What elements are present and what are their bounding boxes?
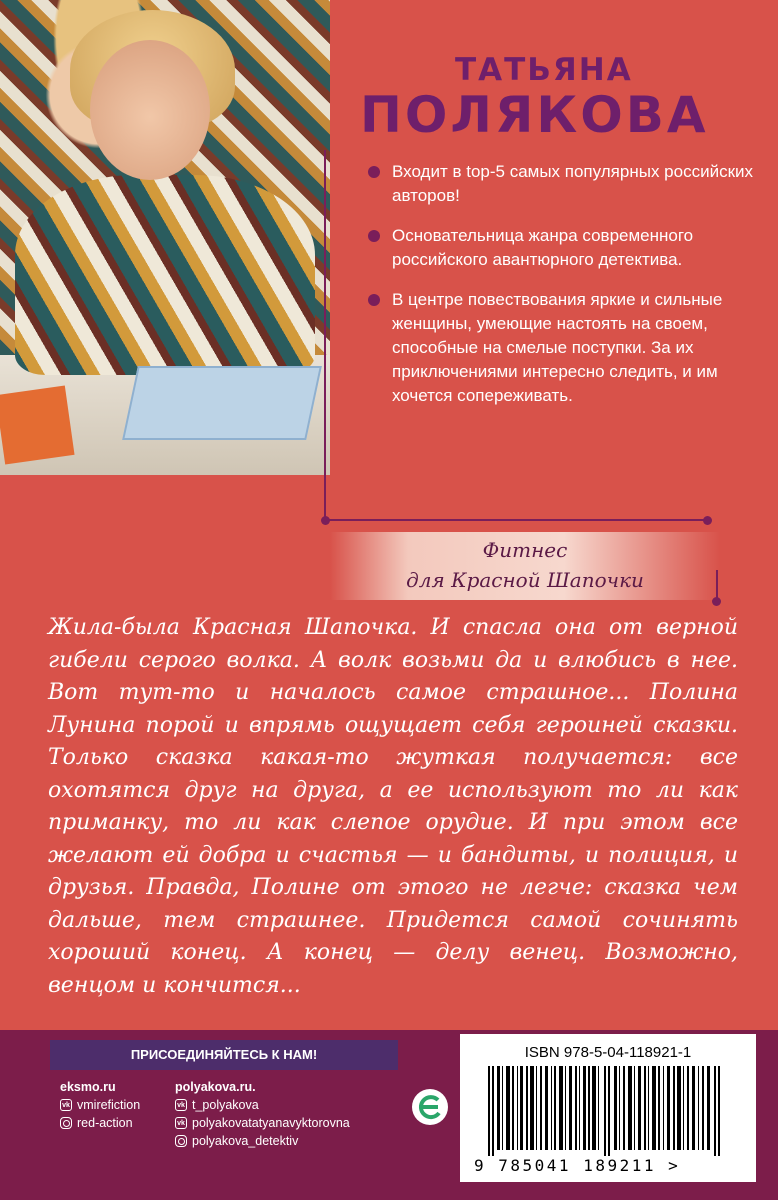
author-photo [0,0,330,475]
bullet-item [368,288,768,408]
banner-end-dot [712,597,721,606]
author-face [90,40,210,180]
vk-link[interactable] [175,1098,350,1112]
instagram-icon [175,1135,187,1147]
vk-icon: vk [175,1099,187,1111]
author-first-name: ТАТЬЯНА [455,52,633,88]
vk-link[interactable] [60,1098,140,1112]
selling-points [368,160,768,424]
bullet-dot-icon [368,230,380,242]
publisher-logo-icon [410,1083,450,1131]
instagram-handle: red-action [77,1116,133,1130]
vk-icon: vk [60,1099,72,1111]
barcode-bars [488,1066,728,1156]
frame-horizontal-line [324,519,704,521]
vk-icon: vk [175,1117,187,1129]
vk-link[interactable] [175,1116,350,1130]
bullet-text: Входит в top-5 самых популярных российских авторов! [392,162,754,205]
instagram-link[interactable] [175,1134,350,1148]
barcode-panel [460,1034,756,1182]
author-dress [15,175,315,375]
bullet-dot-icon [368,294,380,306]
vk-handle: polyakovatatyanavyktorovna [192,1116,350,1130]
barcode-digits: 9 785041 189211 > [474,1156,681,1175]
bullet-dot-icon [368,166,380,178]
join-us-banner: ПРИСОЕДИНЯЙТЕСЬ К НАМ! [50,1040,398,1070]
notebook [122,366,322,440]
author-links [175,1080,350,1152]
book-title-banner [330,532,720,600]
vk-handle: vmirefiction [77,1098,141,1112]
frame-end-dot [703,516,712,525]
book-annotation: Жила-была Красная Шапочка. И спасла она от верной гибели серого волка. А волк возьми да и влюбись в нее. Вот тут-то и началось самое страшное... Полина Лунина порой и впрямь ощущает себя героиней сказки. Только сказка какая-то жуткая получается: все охотятся друг на друга, а ее используют то ли как приманку, то ли как слепое орудие. И при этом все желают ей добра и счастья — и бандиты, и полиция, и друзья. Правда, Полине от этого не легче: сказка чем дальше, тем страшнее. Придется самой сочинять хороший конец. А конец — делу венец. Возможно, венцом и кончится... [48,615,738,998]
frame-vertical-line [324,150,326,520]
author-last-name: ПОЛЯКОВА [360,86,709,144]
instagram-icon [60,1117,72,1129]
publisher-site-link[interactable]: eksmo.ru [60,1080,116,1094]
book-title-line-1: Фитнес [482,538,568,562]
instagram-handle: polyakova_detektiv [192,1134,299,1148]
bullet-text: В центре повествования яркие и сильные женщины, умеющие настоять на своем, способные на смелые поступки. За их приключениями интересно следить, и им хочется сопереживать. [392,290,723,405]
frame-corner-dot [321,516,330,525]
instagram-link[interactable] [60,1116,140,1130]
orange-book [0,385,75,464]
bullet-item [368,160,768,208]
banner-side-line [716,570,718,600]
publisher-links [60,1080,140,1134]
author-site-link[interactable]: polyakova.ru. [175,1080,256,1094]
bullet-text: Основательница жанра современного российского авантюрного детектива. [392,226,694,269]
isbn-number: ISBN 978-5-04-118921-1 [524,1044,692,1061]
book-title-line-2: для Красной Шапочки [406,568,644,592]
vk-handle: t_polyakova [192,1098,259,1112]
bullet-item [368,224,768,272]
